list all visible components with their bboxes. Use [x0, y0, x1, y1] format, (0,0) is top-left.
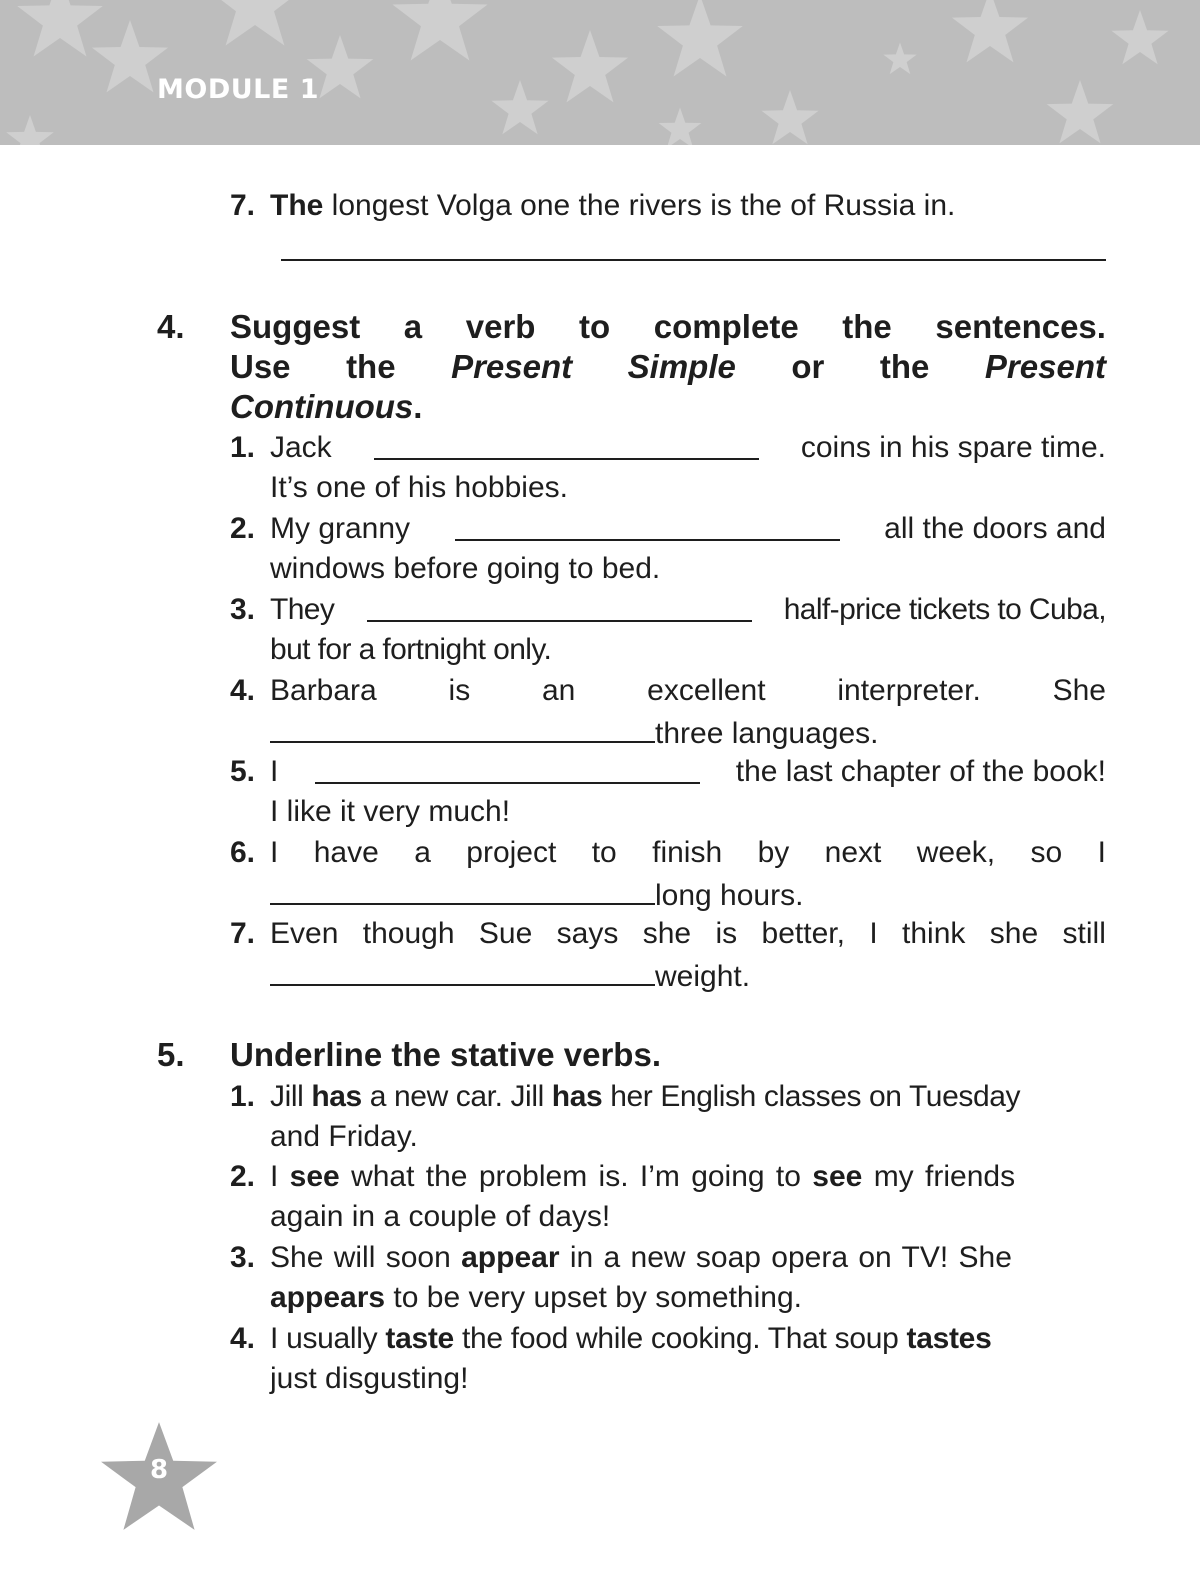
star-pattern-icon: [0, 0, 1200, 145]
sentence-word: is: [448, 674, 471, 707]
sentence-word: Barbara: [270, 674, 377, 707]
sentence-text: long hours.: [655, 879, 804, 912]
title-word: verb: [465, 308, 536, 345]
sentence-text: I like it very much!: [270, 795, 511, 828]
item-number: 3.: [230, 1241, 256, 1274]
sentence-text: coins in his spare time.: [800, 431, 1106, 464]
title-word: Suggest: [230, 308, 361, 345]
sentence-word: a: [414, 836, 431, 869]
sentence-text: windows before going to bed.: [270, 552, 661, 585]
item-number: 1.: [230, 1080, 256, 1113]
item-number: 6.: [230, 836, 256, 869]
answer-blank[interactable]: [367, 590, 752, 622]
sentence-text: in a new soap opera on TV! She: [559, 1241, 1012, 1274]
exercise-line: [270, 752, 1106, 792]
verb-bold[interactable]: has: [551, 1080, 603, 1113]
sentence-text: to be very upset by something.: [385, 1281, 802, 1314]
exercise-line: [270, 1278, 802, 1318]
exercise-line: [270, 1157, 1015, 1197]
sentence-text: Jack: [270, 431, 332, 464]
sentence-word: I: [270, 836, 279, 869]
item-number: 7.: [230, 189, 256, 222]
task-title-line-2: [230, 347, 1106, 387]
exercise-line: [270, 1077, 1020, 1117]
title-word: complete: [653, 308, 799, 345]
sentence-word: project: [466, 836, 557, 869]
title-word: sentences.: [935, 308, 1106, 345]
sentence-word: she: [642, 917, 692, 950]
sentence-text: a new car. Jill: [361, 1080, 552, 1113]
task-number: 5.: [157, 1036, 185, 1073]
sentence-text: just disgusting!: [270, 1362, 469, 1395]
item-number: 1.: [230, 431, 256, 464]
sentence-text: Jill: [270, 1080, 312, 1113]
exercise-line: [270, 873, 803, 916]
title-word: the: [879, 348, 930, 385]
sentence-text: again in a couple of days!: [270, 1200, 611, 1233]
item-number: 3.: [230, 593, 256, 626]
module-label: MODULE 1: [157, 74, 319, 105]
page-number: 8: [149, 1455, 169, 1485]
sentence-word: better,: [761, 917, 845, 950]
title-punct: .: [413, 388, 423, 425]
answer-blank[interactable]: [315, 752, 700, 784]
sentence-word: I: [869, 917, 878, 950]
sentence-text: My granny: [270, 512, 411, 545]
exercise-line: [270, 1238, 1012, 1278]
exercise-line: [270, 509, 1106, 549]
exercise-line: [270, 711, 879, 754]
sentence-word: week,: [916, 836, 996, 869]
sentence-text: She will soon: [270, 1241, 462, 1274]
sentence-word: next: [824, 836, 882, 869]
item-number: 5.: [230, 755, 256, 788]
exercise-line: [270, 954, 750, 997]
title-word: to: [579, 308, 611, 345]
sentence-text: half-price tickets to Cuba,: [783, 593, 1106, 626]
module-header: [0, 0, 1200, 145]
item-number: 4.: [230, 674, 256, 707]
verb-bold[interactable]: tastes: [906, 1322, 992, 1355]
exercise-line: [270, 671, 1106, 711]
answer-blank[interactable]: [270, 954, 655, 986]
sentence-word: Sue: [478, 917, 533, 950]
answer-blank[interactable]: [455, 509, 840, 541]
sentence-word: she: [989, 917, 1039, 950]
title-word: Present: [451, 348, 573, 385]
sentence-word: an: [542, 674, 576, 707]
sentence-bold-word: The: [270, 189, 324, 222]
item-number: 2.: [230, 512, 256, 545]
sentence-text: weight.: [655, 960, 751, 993]
sentence-word: so: [1030, 836, 1063, 869]
sentence-word: interpreter.: [837, 674, 981, 707]
sentence-word: is: [715, 917, 738, 950]
sentence-text: what the problem is. I’m going to: [339, 1160, 813, 1193]
task-title-line-3: [230, 387, 1106, 427]
item-number: 7.: [230, 917, 256, 950]
sentence-word: I: [1097, 836, 1106, 869]
answer-blank[interactable]: [270, 873, 655, 905]
verb-bold[interactable]: appears: [270, 1281, 386, 1314]
sentence-word: finish: [652, 836, 723, 869]
sentence-text: my friends: [862, 1160, 1016, 1193]
sentence-word: says: [556, 917, 619, 950]
exercise-line: [270, 590, 1106, 630]
title-word: Use: [230, 348, 291, 385]
sentence-text: I usually: [270, 1322, 386, 1355]
title-word: Simple: [627, 348, 736, 385]
sentence-text: It’s one of his hobbies.: [270, 471, 568, 504]
sentence-text: the food while cooking. That soup: [453, 1322, 907, 1355]
exercise-line: [270, 833, 1106, 873]
sentence-text: longest Volga one the rivers is the of Russia in.: [323, 189, 956, 222]
sentence-text: the last chapter of the book!: [735, 755, 1106, 788]
title-word: or: [791, 348, 825, 385]
answer-line[interactable]: [281, 259, 1106, 261]
sentence-word: by: [757, 836, 790, 869]
verb-bold[interactable]: has: [311, 1080, 362, 1113]
answer-blank[interactable]: [374, 428, 759, 460]
answer-blank[interactable]: [270, 711, 655, 743]
sentence-word: excellent: [647, 674, 766, 707]
task-number: 4.: [157, 308, 185, 345]
sentence-word: think: [902, 917, 966, 950]
sentence-word: Even: [270, 917, 339, 950]
sentence-word: to: [591, 836, 617, 869]
sentence-text: They: [270, 593, 335, 626]
sentence-text: three languages.: [655, 717, 879, 750]
title-word: Present: [984, 348, 1106, 385]
item-number: 2.: [230, 1160, 256, 1193]
item-number: 4.: [230, 1322, 256, 1355]
sentence-text: I: [270, 755, 279, 788]
sentence-text: but for a fortnight only.: [270, 633, 552, 666]
sentence-text: her English classes on Tuesday: [602, 1080, 1021, 1113]
title-word: a: [403, 308, 423, 345]
sentence-text: I: [270, 1160, 290, 1193]
exercise-line: [270, 428, 1106, 468]
sentence-word: though: [362, 917, 455, 950]
task-title: Underline the stative verbs.: [230, 1036, 661, 1073]
sentence-word: still: [1062, 917, 1106, 950]
task-title-line-1: [230, 307, 1106, 347]
exercise-line: [270, 914, 1106, 954]
exercise-line: [270, 1319, 991, 1359]
verb-bold[interactable]: see: [812, 1160, 863, 1193]
scrambled-sentence: [270, 186, 955, 226]
sentence-word: She: [1052, 674, 1106, 707]
sentence-text: all the doors and: [884, 512, 1106, 545]
title-word: Continuous: [230, 388, 414, 425]
verb-bold[interactable]: taste: [385, 1322, 454, 1355]
title-word: the: [346, 348, 396, 385]
sentence-text: and Friday.: [270, 1120, 418, 1153]
title-word: the: [842, 308, 892, 345]
verb-bold[interactable]: see: [289, 1160, 340, 1193]
verb-bold[interactable]: appear: [461, 1241, 560, 1274]
sentence-word: have: [313, 836, 379, 869]
